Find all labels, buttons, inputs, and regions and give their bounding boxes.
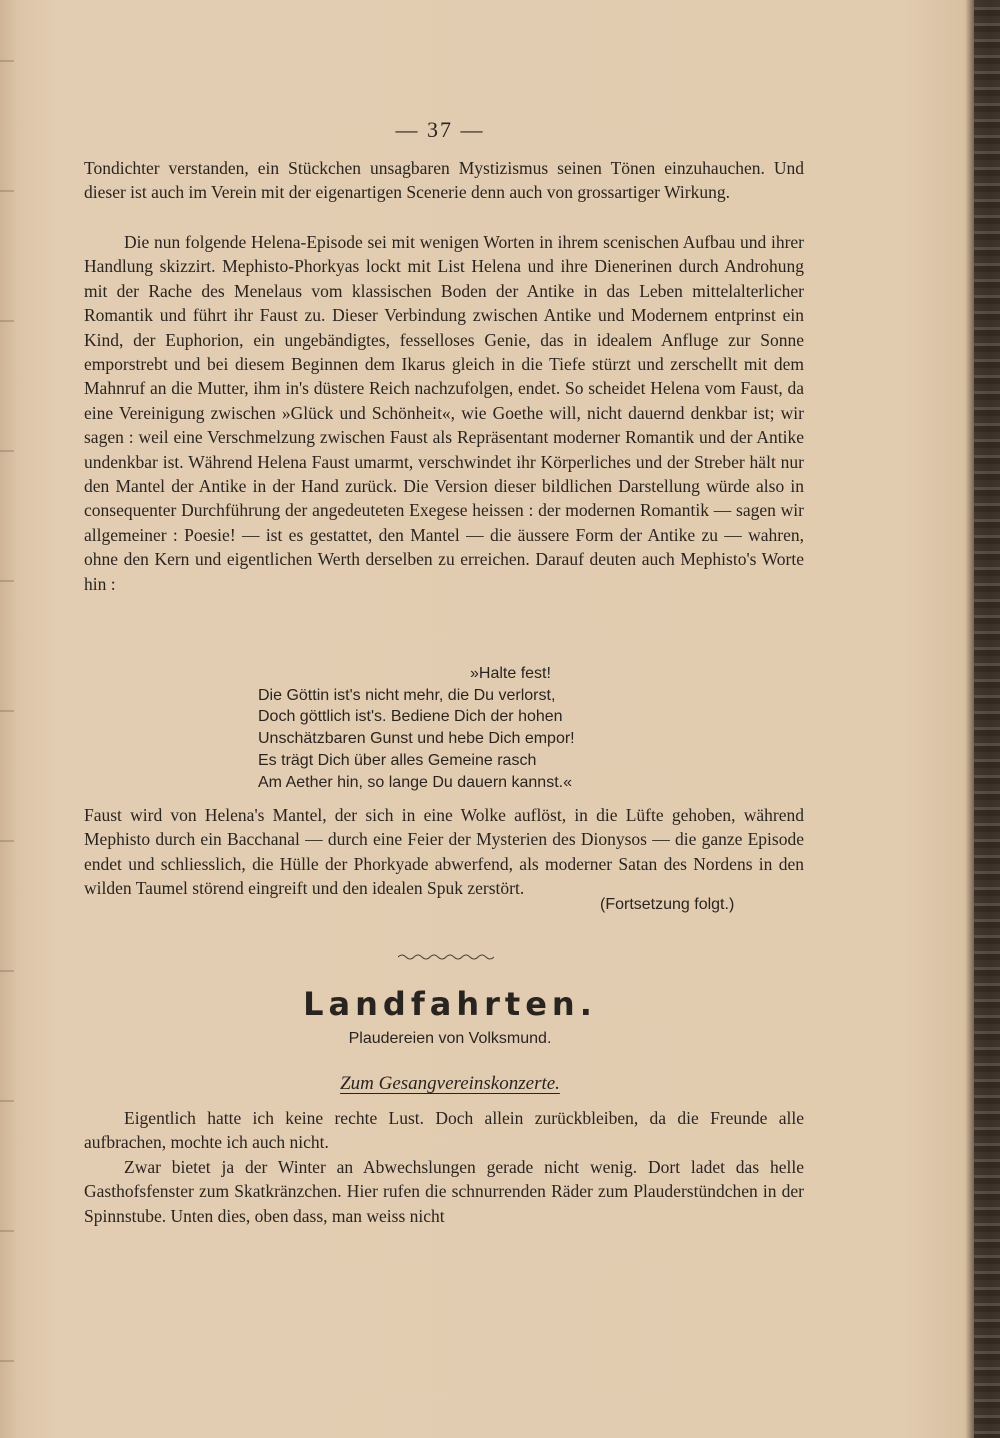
paragraph-text: Faust wird von Helena's Mantel, der sich in eine Wolke auflöst, in die Lüfte gehoben, während Mephisto durch ein Bacchanal — durch eine Feier der Mysterien des Dionysos — die ganze Episode endet und schliesslich, die Hülle der Phorkyade abwerfend, als moderner Satan des Nordens in den wilden Taumel störend eingreift und den idealen Spuk zerstört. (84, 805, 804, 899)
book-spine (974, 0, 1000, 1438)
poem-line: »Halte fest! (470, 665, 551, 682)
article-subtitle: Plaudereien von Volksmund. (348, 1030, 552, 1047)
paragraph-after-poem (84, 803, 804, 901)
paragraph-text: Die nun folgende Helena-Episode sei mit wenigen Worten in ihrem scenischen Aufbau und ihrer Handlung skizzirt. Mephisto-Phorkyas lockt mit List Helena und ihre Dienerinen durch Androhung mit der Rache des Menelaus vom klassischen Boden der Antike in das Leben mittelalterlicher Romantik und führt ihr Faust zu. Dieser Verbindung zwischen Antike und Modernem entprinst ein Kind, der Euphorion, ein ungebändigtes, fesselloses Genie, das in idealem Anfluge zur Sonne emporstrebt und bei diesem Beginnen dem Ikarus gleich in die Tiefe stürzt und zerschellt mit dem Mahnruf an die Mutter, ihm in's düstere Reich nachzufolgen, endet. So scheidet Helena vom Faust, da eine Vereinigung zwischen »Glück und Schönheit«, wie Goethe will, nicht dauernd denkbar ist; wir sagen : weil eine Verschmelzung zwischen Faust als Repräsentant moderner Romantik und der Antike undenkbar ist. Während Helena Faust umarmt, verschwindet ihr Körperliches und der Streber hält nur den Mantel der Antike in der Hand zurück. Die Version dieser bildlichen Darstellung würde also in consequenter Durchführung der angedeuteten Exegese heissen : der modernen Romantik — sagen wir allgemeiner : Poesie! — ist es gestattet, den Mantel — die äussere Form der Antike zu — wahren, ohne den Kern und eigentlichen Werth derselben zu erreichen. Darauf deuten auch Mephisto's Worte hin : (84, 232, 804, 594)
paragraph-text: Tondichter verstanden, ein Stückchen unsagbaren Mystizismus seinen Tönen einzuhauchen. Und dieser ist auch im Verein mit der eigenartigen Scenerie denn auch von grossartiger Wirkung. (84, 158, 804, 203)
divider-ornament (398, 952, 494, 962)
page-number: — 37 — (395, 117, 485, 142)
paragraph-continuation (84, 156, 804, 205)
paragraph-text: Eigentlich hatte ich keine rechte Lust. Doch allein zurückbleiben, da die Freunde alle aufbrachen, mochte ich auch nicht. (84, 1108, 804, 1153)
gutter-edge (0, 0, 14, 1438)
poem-line: Unschätzbaren Gunst und hebe Dich empor! (258, 730, 575, 748)
poem-quote (258, 663, 678, 793)
paragraph-text: Zwar bietet ja der Winter an Abwechslungen gerade nicht wenig. Dort ladet das helle Gasthofsfenster zum Skatkränzchen. Hier rufen die schnurrenden Räder zum Plauderstündchen in der Spinnstube. Unten dies, oben dass, man weiss nicht (84, 1156, 804, 1226)
article-body (84, 1106, 804, 1228)
article-title: Landfahrten. (303, 985, 597, 1023)
poem-line: Am Aether hin, so lange Du dauern kannst.« (258, 773, 572, 791)
poem-line: Die Göttin ist's nicht mehr, die Du verlorst, (258, 686, 556, 704)
poem-line: Doch göttlich ist's. Bediene Dich der hohen (258, 708, 563, 726)
paragraph-helena (84, 230, 804, 596)
section-title: Zum Gesangvereinskonzerte. (340, 1073, 560, 1094)
poem-line: Es trägt Dich über alles Gemeine rasch (258, 751, 537, 769)
continuation-note: (Fortsetzung folgt.) (600, 896, 735, 913)
